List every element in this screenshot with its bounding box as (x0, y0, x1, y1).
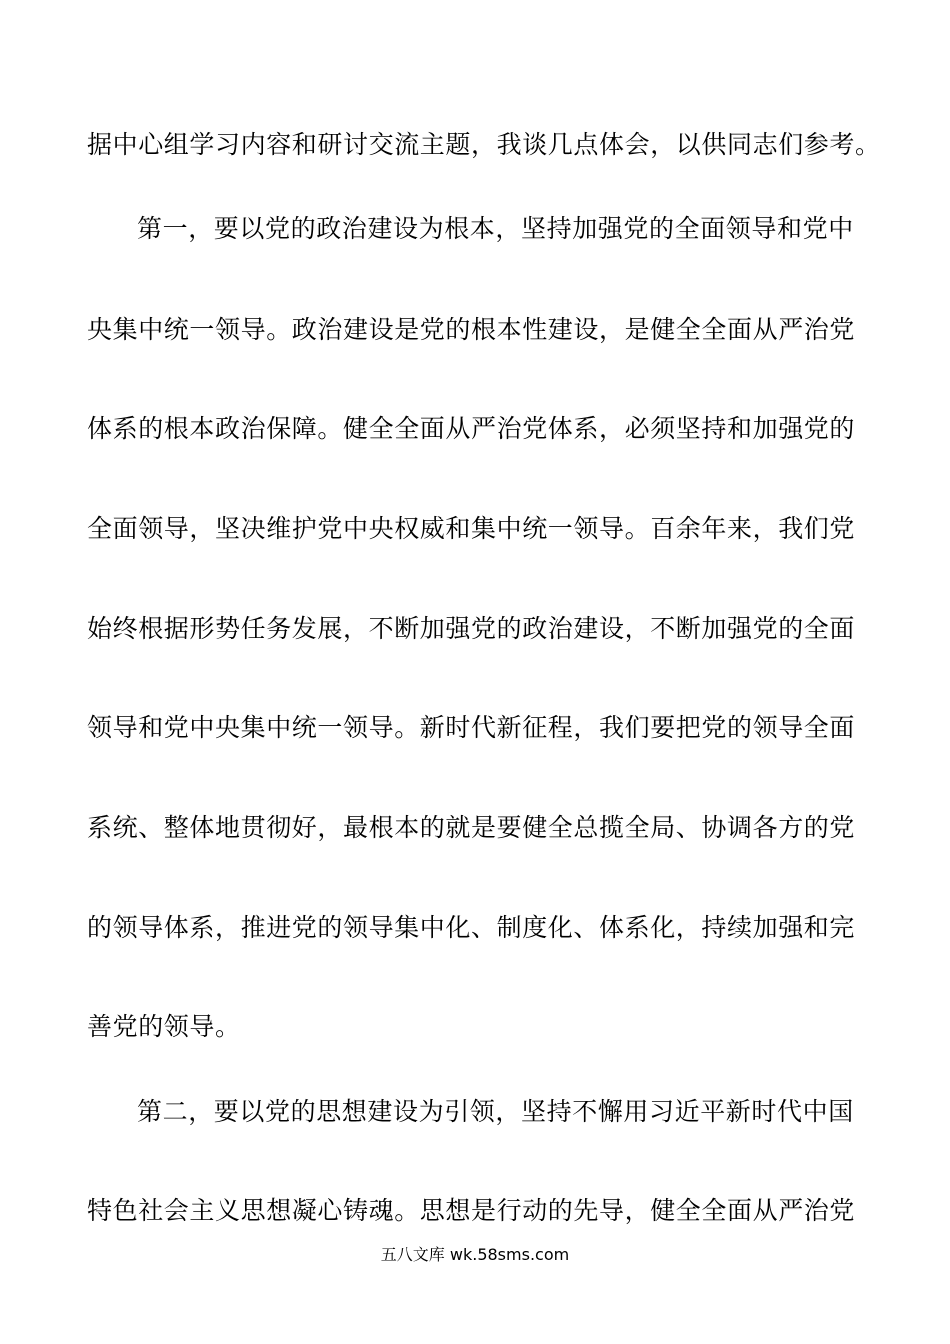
text-line: 领导和党中央集中统一领导。新时代新征程，我们要把党的领导全面 (87, 713, 856, 742)
paragraph-first-line: 第一，要以党的政治建设为根本，坚持加强党的全面领导和党中 (137, 214, 854, 243)
footer-watermark: 五八文库 wk.58sms.com (380, 1245, 570, 1264)
paragraph-first-line: 第二，要以党的思想建设为引领，坚持不懈用习近平新时代中国 (137, 1097, 854, 1126)
text-line: 据中心组学习内容和研讨交流主题，我谈几点体会，以供同志们参考。 (87, 130, 881, 159)
text-line: 全面领导，坚决维护党中央权威和集中统一领导。百余年来，我们党 (87, 514, 856, 543)
text-line: 善党的领导。 (87, 1012, 241, 1041)
text-line: 体系的根本政治保障。健全全面从严治党体系，必须坚持和加强党的 (87, 414, 856, 443)
text-line: 央集中统一领导。政治建设是党的根本性建设，是健全全面从严治党 (87, 315, 856, 344)
text-line: 特色社会主义思想凝心铸魂。思想是行动的先导，健全全面从严治党 (87, 1196, 856, 1225)
text-line: 的领导体系，推进党的领导集中化、制度化、体系化，持续加强和完 (87, 913, 856, 942)
text-line: 始终根据形势任务发展，不断加强党的政治建设，不断加强党的全面 (87, 614, 856, 643)
text-line: 系统、整体地贯彻好，最根本的就是要健全总揽全局、协调各方的党 (87, 813, 856, 842)
